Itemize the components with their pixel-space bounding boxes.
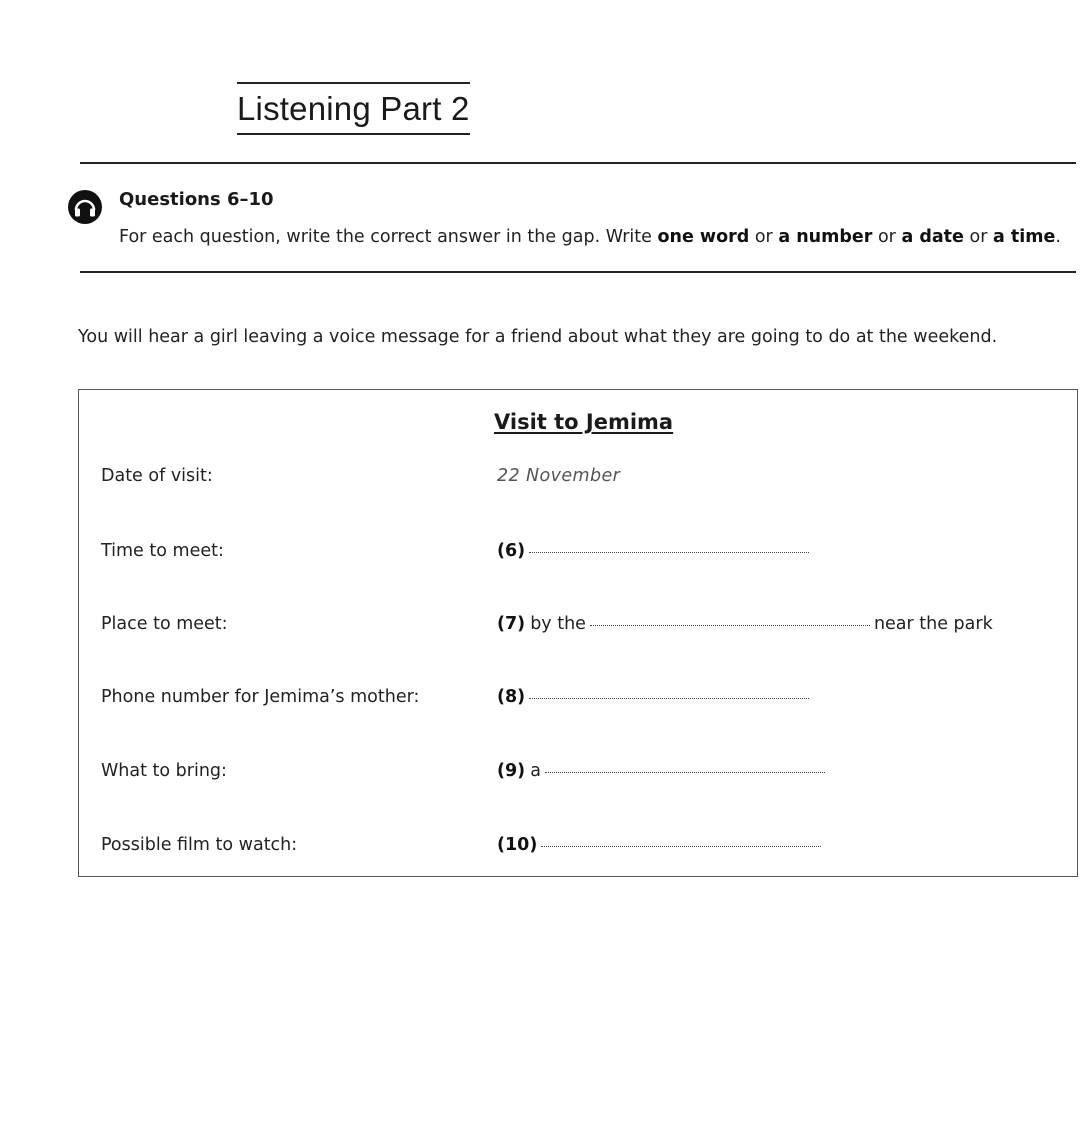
question-number-10: (10) (497, 835, 538, 855)
label-phone-number: Phone number for Jemima’s mother: (101, 687, 420, 707)
example-answer (497, 466, 620, 486)
answer-6 (497, 541, 809, 561)
instructions (119, 227, 1061, 247)
form-title: Visit to Jemima (494, 410, 674, 434)
instructions-text: For each question, write the correct answer in the gap. Write (119, 227, 658, 247)
questions-heading: Questions 6–10 (119, 189, 274, 210)
instructions-bold-time: a time (992, 227, 1056, 247)
instructions-or: or (749, 227, 779, 247)
answer-7-prefix: by the (530, 614, 586, 634)
instructions-end: . (1055, 227, 1061, 247)
label-time-to-meet: Time to meet: (101, 541, 224, 561)
example-answer-text: 22 November (497, 466, 621, 486)
question-number-6: (6) (497, 541, 526, 561)
label-date-of-visit: Date of visit: (101, 466, 213, 486)
question-number-7: (7) (497, 614, 526, 634)
answer-gap-6[interactable] (529, 551, 809, 553)
notes-form (78, 389, 1078, 877)
label-what-to-bring: What to bring: (101, 761, 227, 781)
instructions-bold-date: a date (901, 227, 964, 247)
answer-9 (497, 761, 825, 781)
answer-gap-9[interactable] (545, 771, 825, 773)
instructions-bold-number: a number (778, 227, 873, 247)
question-number-9: (9) (497, 761, 526, 781)
intro-text: You will hear a girl leaving a voice message for a friend about what they are going to do at the weekend. (78, 327, 998, 347)
headphones-icon (67, 189, 103, 225)
bottom-divider (80, 271, 1076, 273)
label-possible-film: Possible film to watch: (101, 835, 298, 855)
answer-9-prefix: a (530, 761, 541, 781)
page-title: Listening Part 2 (237, 90, 470, 127)
answer-7-suffix: near the park (873, 614, 993, 634)
answer-10 (497, 835, 821, 855)
instructions-or: or (963, 227, 993, 247)
instructions-bold-word: one word (657, 227, 750, 247)
title-frame (237, 82, 470, 135)
answer-7 (497, 614, 993, 634)
label-place-to-meet: Place to meet: (101, 614, 228, 634)
instructions-or: or (872, 227, 902, 247)
answer-gap-7[interactable] (590, 624, 870, 626)
answer-8 (497, 687, 809, 707)
answer-gap-8[interactable] (529, 697, 809, 699)
question-number-8: (8) (497, 687, 526, 707)
top-divider (80, 162, 1076, 164)
answer-gap-10[interactable] (541, 845, 821, 847)
